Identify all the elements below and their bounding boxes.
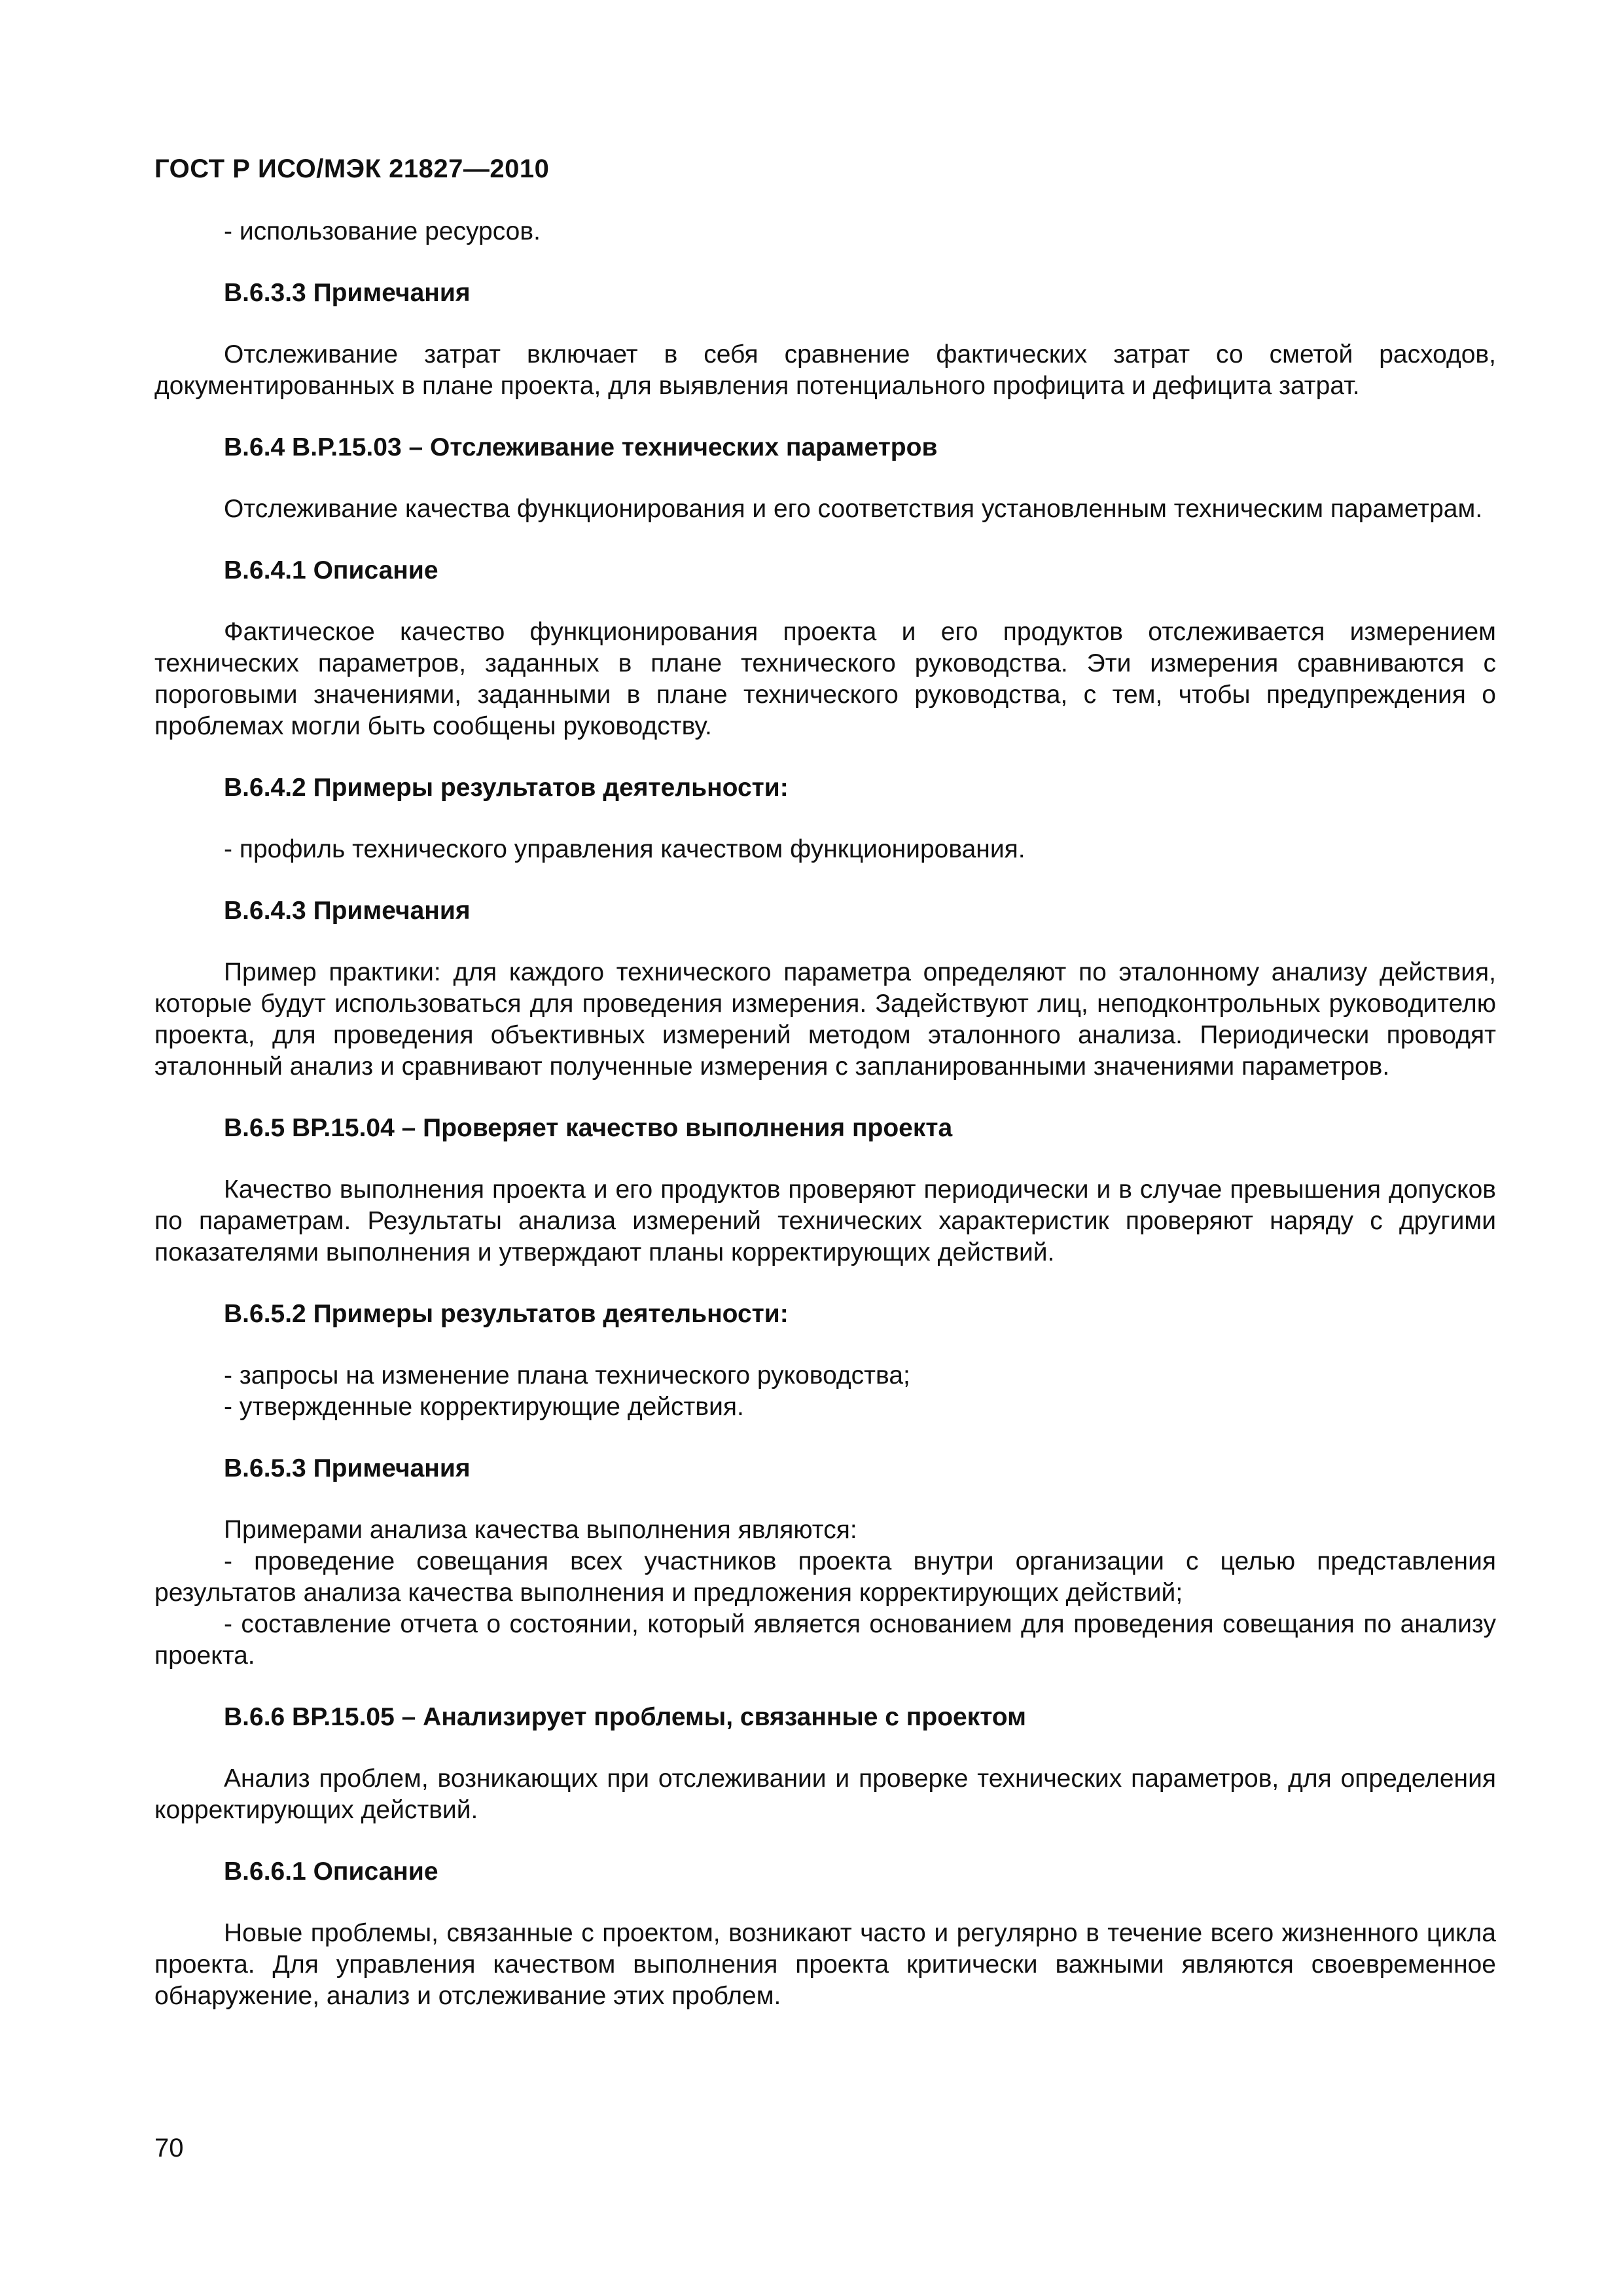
list-item: - использование ресурсов. — [224, 217, 541, 245]
section-heading: В.6.4 В.Р.15.03 – Отслеживание технических параметров — [224, 433, 938, 461]
section-heading: В.6.5.3 Примечания — [224, 1454, 471, 1482]
paragraph: Качество выполнения проекта и его продуктов проверяют периодически и в случае превышения допусков по параметрам. Результаты анализа измерений технических характеристик проверяют наряду с другими показателями выполнения и утверждают планы корректирующих действий. — [154, 1175, 1496, 1266]
list-item: - запросы на изменение плана технического руководства; — [224, 1361, 910, 1390]
section-heading: В.6.5 ВР.15.04 – Проверяет качество выполнения проекта — [224, 1114, 953, 1142]
section-heading: В.6.5.2 Примеры результатов деятельности: — [224, 1300, 789, 1328]
page-number: 70 — [154, 2134, 184, 2162]
section-heading: В.6.4.1 Описание — [224, 556, 438, 584]
section-heading: В.6.4.3 Примечания — [224, 897, 471, 925]
list-item: - составление отчета о состоянии, который является основанием для проведения совещания по анализу проекта. — [154, 1610, 1496, 1670]
section-heading: В.6.6 ВР.15.05 – Анализирует проблемы, связанные с проектом — [224, 1703, 1026, 1731]
paragraph: Отслеживание затрат включает в себя сравнение фактических затрат со сметой расходов, документированных в плане проекта, для выявления потенциального профицита и дефицита затрат. — [154, 340, 1496, 400]
list-item: - профиль технического управления качеством функционирования. — [224, 835, 1026, 863]
paragraph: Пример практики: для каждого технического параметра определяют по эталонному анализу действия, которые будут использоваться для проведения измерения. Задействуют лиц, неподконтрольных руководителю проекта, для проведения объективных измерений методом эталонного анализа. Периодически проводят эталонный анализ и сравнивают полученные измерения с запланированными значениями параметров. — [154, 958, 1496, 1081]
section-heading: В.6.3.3 Примечания — [224, 279, 471, 307]
section-heading: В.6.6.1 Описание — [224, 1857, 438, 1886]
section-heading: В.6.4.2 Примеры результатов деятельности: — [224, 774, 789, 802]
page-body — [154, 216, 1496, 2012]
paragraph: Анализ проблем, возникающих при отслеживании и проверке технических параметров, для определения корректирующих действий. — [154, 1765, 1496, 1824]
list-item: - проведение совещания всех участников проекта внутри организации с целью представления результатов анализа качества выполнения и предложения корректирующих действий; — [154, 1547, 1496, 1607]
list-item: - утвержденные корректирующие действия. — [224, 1393, 744, 1421]
paragraph: Фактическое качество функционирования проекта и его продуктов отслеживается измерением технических параметров, заданных в плане технического руководства. Эти измерения сравниваются с пороговыми значениями, заданными в плане технического руководства, с тем, чтобы предупреждения о проблемах могли быть сообщены руководству. — [154, 618, 1496, 740]
document-code-header: ГОСТ Р ИСО/МЭК 21827—2010 — [154, 154, 550, 183]
paragraph: Новые проблемы, связанные с проектом, возникают часто и регулярно в течение всего жизненного цикла проекта. Для управления качеством выполнения проекта критически важными являются своевременное обнаружение, анализ и отслеживание этих проблем. — [154, 1919, 1496, 2010]
paragraph: Примерами анализа качества выполнения являются: — [224, 1516, 857, 1544]
paragraph: Отслеживание качества функционирования и его соответствия установленным техническим параметрам. — [224, 495, 1483, 523]
